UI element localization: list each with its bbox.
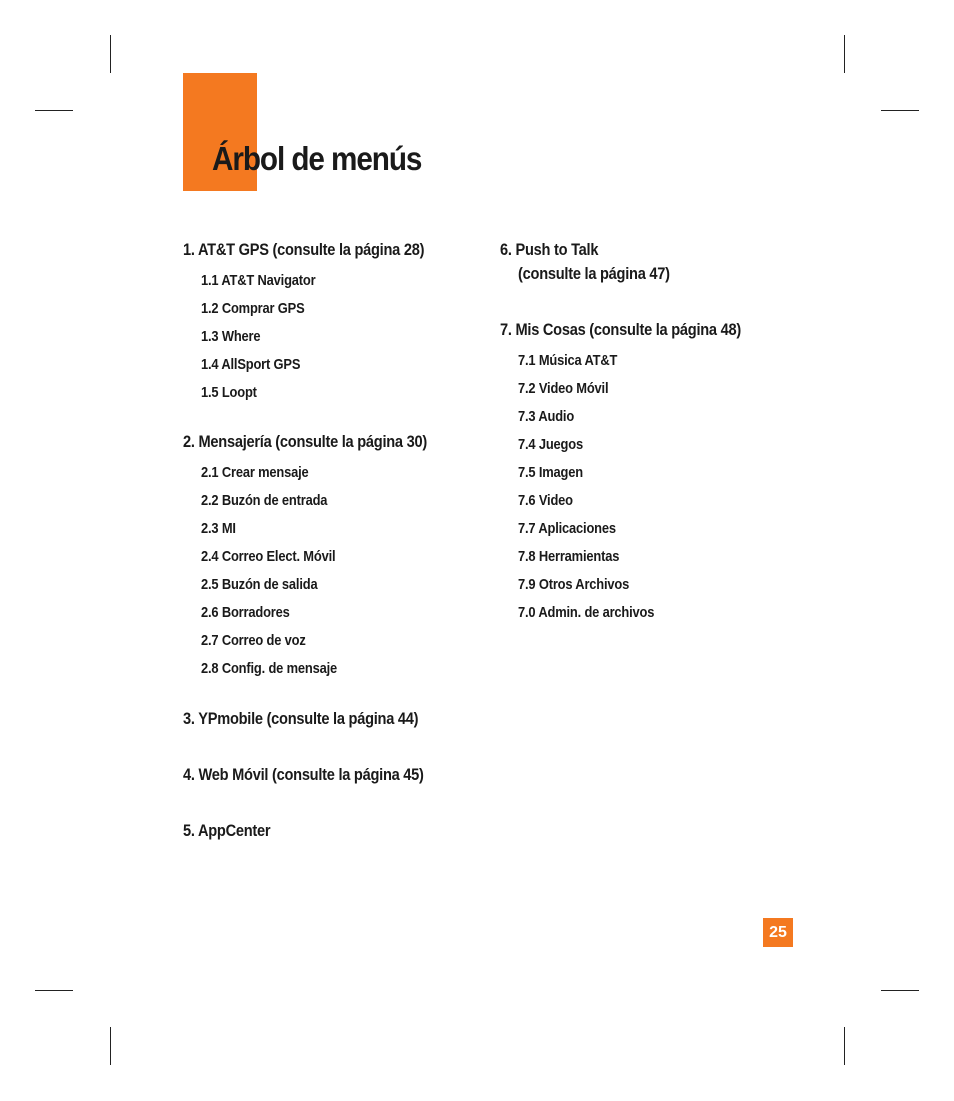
sub-menu-item: 1.5 Loopt [201, 384, 257, 401]
crop-mark-top-right-h [881, 110, 919, 111]
sub-menu-item: 2.8 Config. de mensaje [201, 660, 338, 677]
section-heading: 2. Mensajería (consulte la página 30) [183, 432, 427, 451]
sub-menu-item: 1.2 Comprar GPS [201, 300, 305, 317]
section-heading: 5. AppCenter [183, 821, 271, 840]
sub-menu-item: 7.5 Imagen [518, 464, 583, 481]
sub-menu-item: 1.3 Where [201, 328, 261, 345]
sub-menu-item: 7.2 Video Móvil [518, 380, 609, 397]
sub-menu-item: 7.0 Admin. de archivos [518, 604, 655, 621]
menu-section-att-gps [183, 238, 467, 407]
menu-section-web-movil [183, 763, 467, 787]
sub-menu-item: 2.5 Buzón de salida [201, 576, 318, 593]
sub-menu-item: 1.1 AT&T Navigator [201, 272, 316, 289]
sub-menu-item: 7.3 Audio [518, 408, 575, 425]
crop-mark-top-right [844, 35, 845, 73]
crop-mark-top-left-h [35, 110, 73, 111]
menu-section-appcenter [183, 819, 467, 843]
menu-column-left [183, 238, 467, 843]
crop-mark-bottom-left-h [35, 990, 73, 991]
crop-mark-bottom-left [110, 1027, 111, 1065]
section-heading [500, 238, 741, 286]
menu-section-mensajeria [183, 430, 467, 683]
menu-section-push-to-talk [500, 238, 780, 286]
menu-section-ypmobile [183, 707, 467, 731]
sub-menu-item: 2.6 Borradores [201, 604, 290, 621]
page-title: Árbol de menús [212, 140, 422, 177]
sub-menu-item: 2.1 Crear mensaje [201, 464, 309, 481]
menu-column-right [500, 238, 780, 627]
sub-menu-item: 7.7 Aplicaciones [518, 520, 616, 537]
sub-menu-item: 7.6 Video [518, 492, 573, 509]
sub-menu-list [183, 267, 467, 407]
sub-menu-item: 7.1 Música AT&T [518, 352, 618, 369]
menu-section-mis-cosas [500, 318, 780, 627]
sub-menu-list [500, 347, 780, 627]
sub-menu-item: 7.9 Otros Archivos [518, 576, 630, 593]
sub-menu-item: 2.2 Buzón de entrada [201, 492, 328, 509]
section-heading: 1. AT&T GPS (consulte la página 28) [183, 240, 425, 259]
section-heading: 7. Mis Cosas (consulte la página 48) [500, 320, 741, 339]
section-heading-line: 6. Push to Talk [500, 240, 599, 259]
sub-menu-item: 2.4 Correo Elect. Móvil [201, 548, 336, 565]
page-number-badge: 25 [763, 918, 793, 947]
sub-menu-item: 7.4 Juegos [518, 436, 583, 453]
crop-mark-bottom-right [844, 1027, 845, 1065]
sub-menu-list [183, 459, 467, 683]
section-heading: 4. Web Móvil (consulte la página 45) [183, 765, 424, 784]
sub-menu-item: 1.4 AllSport GPS [201, 356, 301, 373]
sub-menu-item: 2.7 Correo de voz [201, 632, 306, 649]
crop-mark-top-left [110, 35, 111, 73]
crop-mark-bottom-right-h [881, 990, 919, 991]
sub-menu-item: 7.8 Herramientas [518, 548, 620, 565]
sub-menu-item: 2.3 MI [201, 520, 236, 537]
section-heading: 3. YPmobile (consulte la página 44) [183, 709, 419, 728]
section-heading-line: (consulte la página 47) [518, 264, 670, 283]
